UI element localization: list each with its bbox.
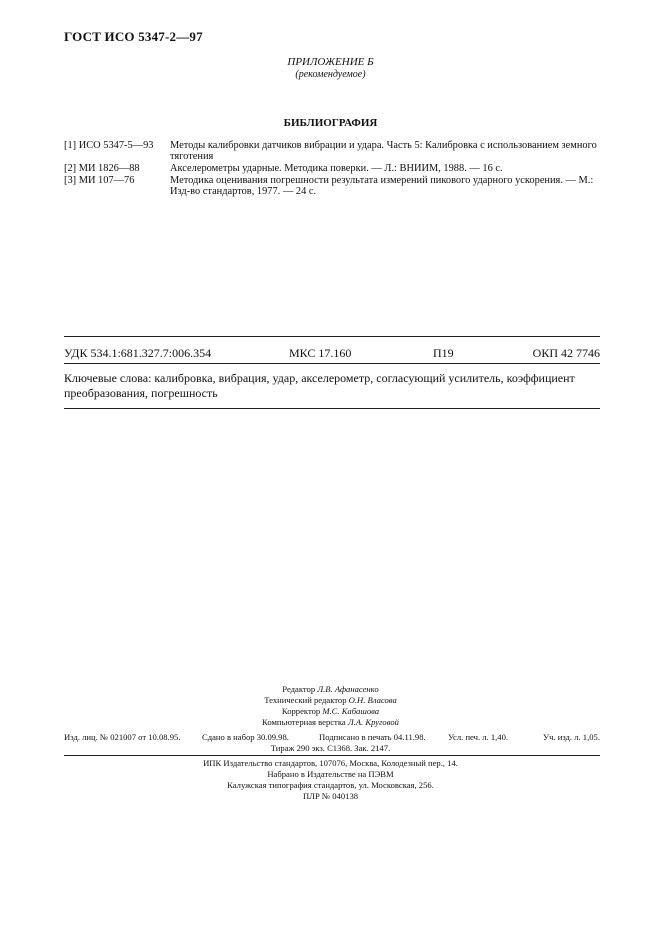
- credit-layout: [0, 717, 661, 728]
- print-sheets: Усл. печ. л. 1,40.: [448, 732, 509, 742]
- bibliography-ref: [2] МИ 1826—88: [64, 163, 140, 174]
- bibliography-text: Методы калибровки датчиков вибрации и удара. Часть 5: Калибровка с использованием земного тяготения: [170, 140, 597, 162]
- printing-house: Калужская типография стандартов, ул. Московская, 256.: [227, 780, 434, 790]
- print-run: Тираж 290 экз. С1368. Зак. 2147.: [270, 743, 391, 753]
- sent-date: Сдано в набор 30.09.98.: [202, 732, 289, 742]
- plr-number: ПЛР № 040138: [302, 791, 359, 801]
- credit-label: Редактор: [282, 684, 316, 694]
- bibliography-ref: [3] МИ 107—76: [64, 175, 135, 186]
- bibliography-ref: [1] ИСО 5347-5—93: [64, 140, 154, 151]
- signed-date: Подписано в печать 04.11.98.: [319, 732, 426, 742]
- keywords: Ключевые слова: калибровка, вибрация, удар, акселерометр, согласующий усилитель, коэффициент преобразования, погрешность: [64, 371, 575, 400]
- divider: [64, 363, 600, 364]
- credit-name: Л.В. Афанасенко: [317, 684, 379, 694]
- p-code: П19: [433, 346, 454, 360]
- credit-name: О.Н. Власова: [348, 695, 397, 705]
- bibliography-text: Методика оценивания погрешности результата измерений пикового ударного ускорения. — М.: Изд-во стандартов, 1977. — 24 с.: [170, 175, 594, 197]
- divider: [64, 408, 600, 409]
- publisher-address: ИПК Издательство стандартов, 107076, Москва, Колодезный пер., 14.: [203, 758, 458, 768]
- publishing-sheets: Уч. изд. л. 1,05.: [543, 732, 600, 742]
- credit-name: М.С. Кабашова: [322, 706, 380, 716]
- bibliography-item: [64, 163, 600, 174]
- divider: [64, 336, 600, 337]
- credit-label: Технический редактор: [264, 695, 347, 705]
- credit-label: Компьютерная верстка: [262, 717, 346, 727]
- okp-code: ОКП 42 7746: [532, 346, 600, 360]
- credit-label: Корректор: [281, 706, 321, 716]
- document-code: ГОСТ ИСО 5347-2—97: [64, 29, 203, 44]
- appendix-title: ПРИЛОЖЕНИЕ Б: [287, 56, 374, 68]
- credit-editor: [0, 684, 661, 695]
- typeset-note: Набрано в Издательстве на ПЭВМ: [267, 769, 394, 779]
- license: Изд. лиц. № 021007 от 10.08.95.: [64, 732, 181, 742]
- bibliography-text: Акселерометры ударные. Методика поверки. — Л.: ВНИИМ, 1988. — 16 с.: [170, 163, 503, 174]
- bibliography-item: [64, 175, 600, 197]
- appendix-subtitle: (рекомендуемое): [295, 69, 366, 80]
- mks-code: МКС 17.160: [289, 346, 352, 360]
- credit-name: Л.А. Круговой: [347, 717, 399, 727]
- bibliography-item: [64, 140, 600, 162]
- udk-code: УДК 534.1:681.327.7:006.354: [64, 346, 212, 360]
- bibliography-title: БИБЛИОГРАФИЯ: [283, 117, 378, 129]
- credit-corrector: [0, 706, 661, 717]
- divider: [64, 755, 600, 756]
- credit-tech-editor: [0, 695, 661, 706]
